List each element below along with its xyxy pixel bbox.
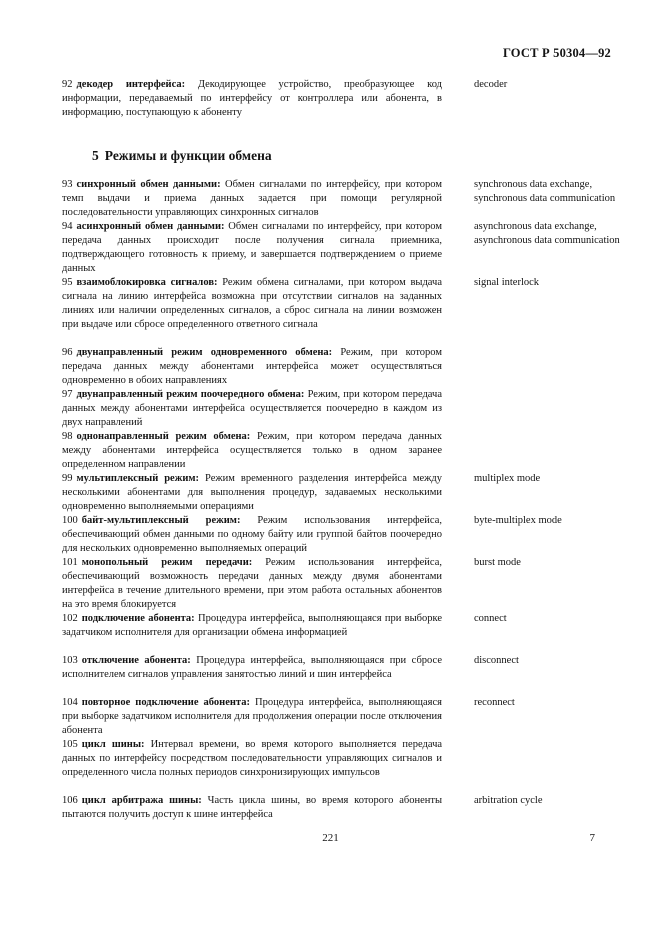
- term-title: монопольный режим передачи:: [81, 557, 253, 568]
- term-entry: [62, 612, 442, 640]
- term-title: цикл арбитража шины:: [81, 795, 202, 806]
- term-english: signal interlock: [474, 277, 540, 288]
- term-entry: [62, 556, 442, 612]
- section-title: Режимы и функции обмена: [104, 148, 272, 163]
- term-english: arbitration cycle: [474, 795, 543, 806]
- term-definition: Режим обмена сигналами, при котором выдача сигнала на линию интерфейса возможна при отсутствии сигналов на заданных линиях или наличии определенных сигналов, а сброс сигнала на линии возможен при выдаче или сбросе определенного ответного сигнала: [62, 277, 442, 330]
- term-number: 103: [62, 655, 78, 666]
- term-number: 101: [62, 557, 78, 568]
- term-number: 99: [62, 473, 73, 484]
- term-number: 95: [62, 277, 73, 288]
- term-entry: [62, 178, 442, 220]
- term-entry: [62, 696, 442, 738]
- term-english: byte-multiplex mode: [474, 515, 562, 526]
- term-definition: Режим временного разделения интерфейса между несколькими абонентами для выполнения процедур, задаваемых несколькими одновременно выполняемыми операциями: [62, 473, 442, 512]
- term-entry: [62, 388, 442, 430]
- term-entry: [62, 738, 442, 780]
- term-definition: Процедура интерфейса, выполняющаяся при сбросе исполнителем сигналов управления занятостью линий и шин интерфейса: [62, 655, 442, 680]
- term-title: декодер интерфейса:: [76, 79, 186, 90]
- term-english: synchronous data exchange, synchronous data communication: [474, 179, 616, 204]
- term-title: отключение абонента:: [81, 655, 191, 666]
- term-definition: Режим, при котором передача данных между абонентами интерфейса осуществляется поочередно в каждом из двух направлений: [62, 389, 442, 428]
- term-entry: [62, 472, 442, 514]
- term-title: подключение абонента:: [81, 613, 195, 624]
- term-number: 105: [62, 739, 78, 750]
- term-number: 100: [62, 515, 78, 526]
- term-title: двунаправленный режим поочередного обмена:: [76, 389, 305, 400]
- term-number: 93: [62, 179, 73, 190]
- term-definition: Декодирующее устройство, преобразующее код информации, передаваемый по интерфейсу от контроллера или абонента, в информацию, поступающую к абоненту: [62, 79, 442, 118]
- term-english: burst mode: [474, 557, 521, 568]
- term-definition: Часть цикла шины, во время которого абоненты пытаются получить доступ к шине интерфейса: [62, 795, 443, 820]
- term-entry: [62, 276, 442, 332]
- term-english: connect: [474, 613, 507, 624]
- term-definition: Обмен сигналами по интерфейсу, при котором темп выдачи и приема данных задается при помощи регулярной последовательности управляющих синхронных сигналов: [62, 179, 442, 218]
- term-entry: [62, 346, 442, 388]
- term-number: 98: [62, 431, 73, 442]
- term-english: reconnect: [474, 697, 515, 708]
- term-entry: [62, 220, 442, 276]
- term-definition: Режим использования интерфейса, обеспечивающий возможность передачи данных между двумя абонентами интерфейса в течение длительного времени, при этом работа остальных абонентов на это время блокируется: [62, 557, 442, 610]
- term-title: мультиплексный режим:: [76, 473, 200, 484]
- term-entry: [62, 78, 442, 120]
- term-english: multiplex mode: [474, 473, 541, 484]
- section-number: 5: [92, 148, 99, 163]
- term-title: синхронный обмен данными:: [76, 179, 221, 190]
- term-definition: Режим, при котором передача данных между абонентами интерфейса осуществляется только в одном заранее определенном направлении: [62, 431, 442, 470]
- term-definition: Режим, при котором передача данных между абонентами интерфейса может осуществляться одновременно в обоих направлениях: [62, 347, 442, 386]
- term-number: 104: [62, 697, 78, 708]
- term-title: байт-мультиплексный режим:: [81, 515, 241, 526]
- term-entry: [62, 514, 442, 556]
- term-number: 96: [62, 347, 73, 358]
- document-header: ГОСТ Р 50304—92: [502, 46, 611, 60]
- term-entry: [62, 794, 442, 822]
- term-number: 102: [62, 613, 78, 624]
- term-number: 92: [62, 79, 73, 90]
- section-heading: [92, 148, 272, 164]
- term-entry: [62, 654, 442, 682]
- term-definition: Интервал времени, во время которого выполняется передача данных по интерфейсу посредством последовательности управляющих сигналов и определенного числа полных периодов синхронизирующих импульсов: [62, 739, 443, 778]
- term-title: асинхронный обмен данными:: [76, 221, 225, 232]
- term-title: цикл шины:: [81, 739, 145, 750]
- term-title: двунаправленный режим одновременного обмена:: [76, 347, 333, 358]
- term-english: disconnect: [474, 655, 519, 666]
- term-definition: Обмен сигналами по интерфейсу, при котором передача данных происходит после получения сигнала приемника, подтверждающего готовность к приему, и завершается подтверждением о приеме данных: [62, 221, 442, 274]
- term-definition: Процедура интерфейса, выполняющаяся при выборке задатчиком исполнителя для продолжения операции после отключения абонента: [62, 697, 443, 736]
- term-title: повторное подключение абонента:: [81, 697, 250, 708]
- term-number: 94: [62, 221, 73, 232]
- term-definition: Режим использования интерфейса, обеспечивающий обмен данными по одному байту или группой байтов поочередно для нескольких одновременно выполняемых операций: [62, 515, 442, 554]
- term-definition: Процедура интерфейса, выполняющаяся при выборке задатчиком исполнителя для организации обмена информацией: [62, 613, 442, 638]
- term-number: 106: [62, 795, 78, 806]
- term-title: однонаправленный режим обмена:: [76, 431, 251, 442]
- term-number: 97: [62, 389, 73, 400]
- term-english: asynchronous data exchange, asynchronous data communication: [474, 221, 620, 246]
- page-number: 221: [322, 832, 339, 844]
- term-english: decoder: [474, 79, 508, 90]
- term-entry: [62, 430, 442, 472]
- term-title: взаимоблокировка сигналов:: [76, 277, 218, 288]
- sheet-number: 7: [589, 832, 595, 844]
